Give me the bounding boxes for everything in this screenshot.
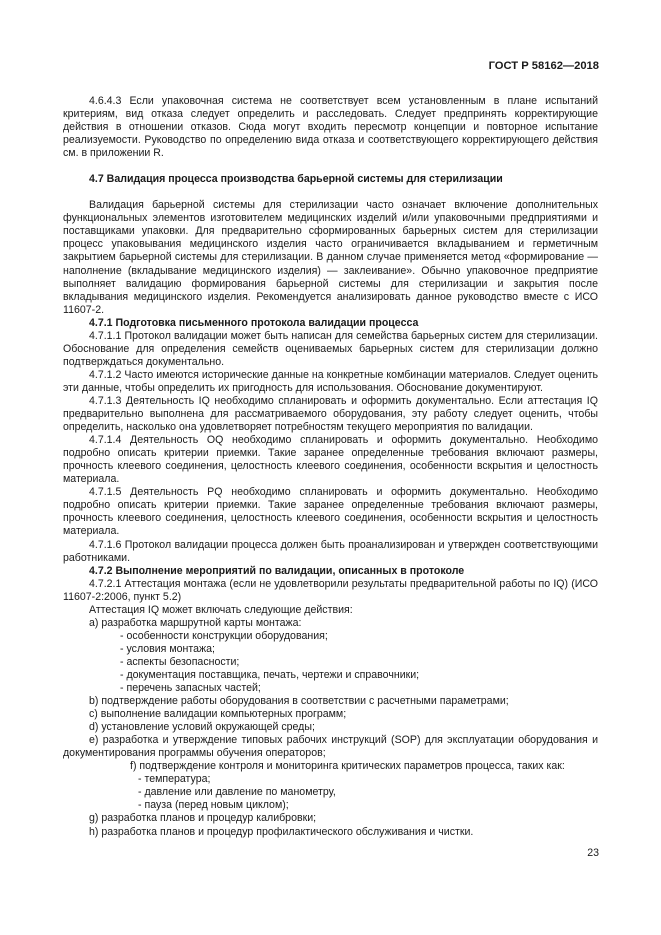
list-subitem: - перечень запасных частей; — [120, 682, 261, 695]
paragraph-4-7-1-6: 4.7.1.6 Протокол валидации процесса должен быть проанализирован и утвержден соответствующими работниками. — [63, 538, 598, 564]
paragraph-4-7-1-1: 4.7.1.1 Протокол валидации может быть написан для семейства барьерных систем для стерилизации. Обоснование для определения семейств оцениваемых барьерных систем для стерилизации должно подтверждаться документально. — [63, 329, 598, 368]
list-item-f: f) подтверждение контроля и мониторинга критических параметров процесса, таких как: — [130, 760, 565, 773]
list-item-h: h) разработка планов и процедур профилактического обслуживания и чистки. — [89, 825, 474, 838]
list-item-d: d) установление условий окружающей среды; — [89, 721, 315, 734]
paragraph-4-6-4-3: 4.6.4.3 Если упаковочная система не соответствует всем установленным в плане испытаний критериям, вид отказа следует определить и расследовать. Следует предпринять корректирующие действия в отношении отказов. Сюда могут входить пересмотр концепции и повторное испытание реализуемости. Руководство по определению вида отказа и соответствующего корректирующего действия см. в приложении R. — [63, 95, 598, 160]
list-subitem: - документация поставщика, печать, чертежи и справочники; — [120, 668, 420, 681]
document-header: ГОСТ Р 58162—2018 — [488, 60, 599, 72]
list-item-a: а) разработка маршрутной карты монтажа: — [89, 616, 302, 629]
paragraph-4-7-1-5: 4.7.1.5 Деятельность PQ необходимо спланировать и оформить документально. Необходимо подробно описать критерии приемки. Такие заранее определенные требования включают размеры, прочность клеевого соединения, целостность клеевого соединения, особенности вскрытия и целостность материала. — [63, 486, 598, 538]
list-item-e: e) разработка и утверждение типовых рабочих инструкций (SOP) для эксплуатации оборудования и документирования программы обучения операторов; — [63, 734, 598, 760]
list-item-c: c) выполнение валидации компьютерных программ; — [89, 708, 347, 721]
paragraph-4-7-1-4: 4.7.1.4 Деятельность OQ необходимо спланировать и оформить документально. Необходимо подробно описать критерии приемки. Такие заранее определенные требования включают размеры, прочность клеевого соединения, целостность клеевого соединения, особенности вскрытия и целостность материала. — [63, 434, 598, 486]
list-item-g: g) разработка планов и процедур калибровки; — [89, 812, 317, 825]
list-subitem: - условия монтажа; — [120, 642, 215, 655]
list-subitem: - особенности конструкции оборудования; — [120, 629, 328, 642]
section-heading-4-7-2: 4.7.2 Выполнение мероприятий по валидации, описанных в протоколе — [89, 564, 465, 577]
paragraph-4-7-1-2: 4.7.1.2 Часто имеются исторические данные на конкретные комбинации материалов. Следует оценить эти данные, чтобы определить их пригодность для использования. Обоснование документируют. — [63, 368, 598, 394]
section-heading-4-7: 4.7 Валидация процесса производства барьерной системы для стерилизации — [89, 173, 503, 186]
list-subitem: - пауза (перед новым циклом); — [138, 799, 289, 812]
paragraph-4-7-2-1: 4.7.2.1 Аттестация монтажа (если не удовлетворили результаты предварительной работы по IQ) (ИСО 11607-2:2006, пункт 5.2) — [63, 577, 598, 603]
list-subitem: - аспекты безопасности; — [120, 655, 240, 668]
paragraph-4-7: Валидация барьерной системы для стерилизации часто означает включение дополнительных функциональных элементов изготовителем медицинских изделий и/или упаковочными предприятиями и поставщиками упаковки. Для предварительно сформированных барьерных систем для стерилизации процесс упаковывания медицинского изделия часто ограничивается вкладыванием и герметичным закрытием барьерной системы для стерилизации. В данном случае применяется метод «формирование — наполнение (вкладывание медицинского изделия) — заклеивание». Обычно упаковочное предприятие выполняет валидацию формирования барьерной системы для стерилизации и закрытия после вкладывания медицинского изделия. Рекомендуется анализировать данное руководство вместе с ИСО 11607-2. — [63, 199, 598, 316]
list-subitem: - температура; — [138, 773, 211, 786]
page-number: 23 — [587, 847, 599, 859]
list-subitem: - давление или давление по манометру, — [138, 786, 336, 799]
document-body — [63, 95, 598, 839]
list-item-b: b) подтверждение работы оборудования в соответствии с расчетными параметрами; — [89, 695, 509, 708]
section-heading-4-7-1: 4.7.1 Подготовка письменного протокола валидации процесса — [89, 316, 419, 329]
paragraph-4-7-1-3: 4.7.1.3 Деятельность IQ необходимо спланировать и оформить документально. Если аттестация IQ предварительно выполнена для рассматриваемого оборудования, эту работу следует оценить, чтобы определить, насколько она удовлетворяет потребностям текущего мероприятия по валидации. — [63, 394, 598, 434]
iq-intro: Аттестация IQ может включать следующие действия: — [89, 603, 353, 616]
